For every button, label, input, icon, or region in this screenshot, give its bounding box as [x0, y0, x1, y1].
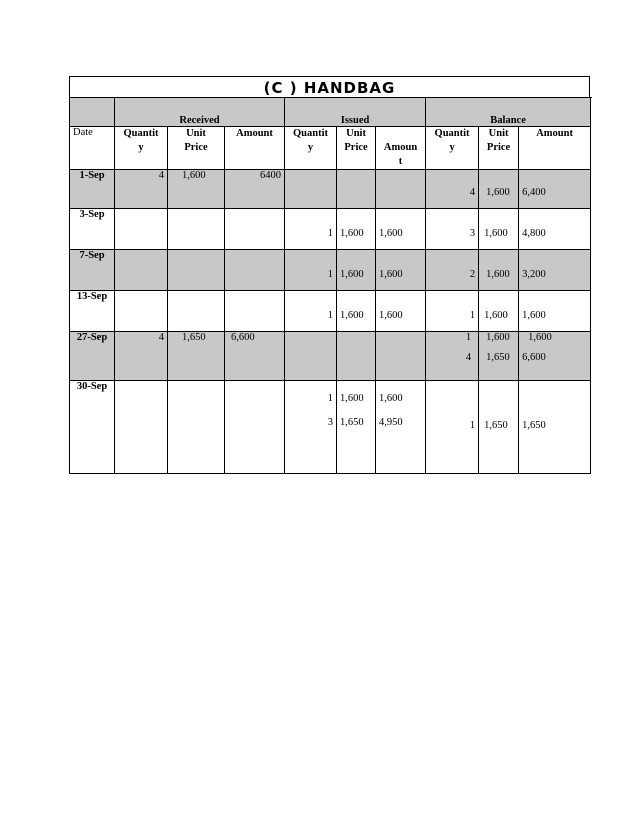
balance-amount-header: Amount	[519, 127, 591, 170]
row-date: 13-Sep	[70, 291, 115, 332]
header-spacer	[379, 127, 422, 141]
received-amount	[225, 209, 285, 250]
issued-unit-price	[337, 381, 376, 474]
issued-quantity	[285, 170, 337, 209]
column-header-row	[70, 127, 591, 170]
balance-quantity-value: 1	[469, 420, 476, 431]
issued-unit-price	[337, 332, 376, 381]
balance-amount	[519, 381, 591, 474]
balance-amount-line1: 1,600	[528, 332, 552, 343]
quantity-label-line2: y	[138, 142, 144, 153]
issued-quantity: 1	[285, 250, 337, 291]
quantity-label-line1: Quantit	[293, 128, 329, 139]
received-amount	[225, 291, 285, 332]
balance-quantity	[426, 381, 479, 474]
balance-amount: 3,200	[519, 250, 591, 291]
received-quantity: 4	[115, 332, 168, 381]
table-row	[70, 332, 591, 381]
received-unit-price	[168, 209, 225, 250]
issued-unit-price-header	[337, 127, 376, 170]
row-date: 30-Sep	[70, 381, 115, 474]
balance-quantity: 2	[426, 250, 479, 291]
issued-unit-price: 1,600	[337, 209, 376, 250]
received-quantity-header	[115, 127, 168, 170]
date-column-header: Date	[70, 127, 115, 170]
inventory-ledger-sheet	[69, 76, 590, 479]
received-unit-price	[168, 291, 225, 332]
received-quantity	[115, 209, 168, 250]
balance-unit-price: 1,600	[479, 250, 519, 291]
received-unit-price	[168, 381, 225, 474]
issued-label: Issued	[340, 115, 370, 126]
received-amount	[225, 250, 285, 291]
date-header-band	[70, 98, 115, 127]
issued-unit-price: 1,600	[337, 291, 376, 332]
row-date: 27-Sep	[70, 332, 115, 381]
row-date: 1-Sep	[70, 170, 115, 209]
balance-quantity: 3	[426, 209, 479, 250]
balance-amount	[519, 332, 591, 381]
balance-unit-price	[479, 381, 519, 474]
table-row	[70, 170, 591, 209]
balance-quantity-line1: 1	[465, 332, 472, 343]
issued-amount-line2: 4,950	[379, 417, 403, 428]
received-label: Received	[179, 115, 220, 126]
issued-unit-price-line1: 1,600	[340, 393, 364, 404]
balance-unit-price: 1,600	[479, 291, 519, 332]
balance-group-header	[426, 98, 591, 127]
received-quantity	[115, 381, 168, 474]
balance-amount-line2: 6,600	[522, 352, 546, 363]
table-row	[70, 250, 591, 291]
balance-unit-price: 1,600	[479, 170, 519, 209]
balance-quantity: 4	[426, 170, 479, 209]
balance-unit-price-line1: 1,600	[486, 332, 510, 343]
issued-amount: 1,600	[376, 291, 426, 332]
issued-quantity: 1	[285, 209, 337, 250]
balance-label: Balance	[490, 115, 526, 126]
balance-unit-price-line2: 1,650	[486, 352, 510, 363]
issued-amount	[376, 332, 426, 381]
price-label: Price	[486, 142, 511, 153]
table-row	[70, 291, 591, 332]
price-label: Price	[344, 142, 368, 153]
unit-label: Unit	[488, 128, 509, 139]
issued-quantity-header	[285, 127, 337, 170]
quantity-label-line2: y	[307, 142, 314, 153]
balance-amount: 6,400	[519, 170, 591, 209]
issued-quantity-line2: 3	[327, 417, 334, 428]
balance-amount: 1,600	[519, 291, 591, 332]
issued-amount-line1: 1,600	[379, 393, 403, 404]
received-amount-header: Amount	[225, 127, 285, 170]
issued-unit-price	[337, 170, 376, 209]
table-row	[70, 209, 591, 250]
balance-quantity-header	[426, 127, 479, 170]
price-label: Price	[184, 142, 208, 153]
received-amount: 6,600	[225, 332, 285, 381]
issued-quantity	[285, 332, 337, 381]
received-unit-price: 1,650	[168, 332, 225, 381]
issued-amount: 1,600	[376, 250, 426, 291]
balance-quantity	[426, 332, 479, 381]
balance-unit-price	[479, 332, 519, 381]
quantity-label-line2: y	[449, 142, 455, 153]
issued-unit-price: 1,600	[337, 250, 376, 291]
received-unit-price: 1,600	[168, 170, 225, 209]
ledger-table	[69, 97, 591, 474]
table-row	[70, 381, 591, 474]
received-quantity	[115, 291, 168, 332]
issued-quantity: 1	[285, 291, 337, 332]
received-quantity: 4	[115, 170, 168, 209]
unit-label: Unit	[186, 128, 206, 139]
quantity-label-line1: Quantit	[123, 128, 159, 139]
issued-unit-price-line2: 1,650	[340, 417, 364, 428]
received-quantity	[115, 250, 168, 291]
balance-quantity-line2: 4	[465, 352, 472, 363]
received-unit-price-header	[168, 127, 225, 170]
issued-amount-header	[376, 127, 426, 170]
quantity-label-line1: Quantit	[434, 128, 470, 139]
unit-label: Unit	[346, 128, 366, 139]
row-date: 7-Sep	[70, 250, 115, 291]
group-header-row	[70, 98, 591, 127]
received-group-header	[115, 98, 285, 127]
balance-unit-price-header	[479, 127, 519, 170]
row-date: 3-Sep	[70, 209, 115, 250]
ledger-title: (C ) HANDBAG	[69, 76, 590, 98]
received-unit-price	[168, 250, 225, 291]
balance-unit-price: 1,600	[479, 209, 519, 250]
issued-quantity-line1: 1	[327, 393, 334, 404]
received-amount	[225, 381, 285, 474]
balance-amount: 4,800	[519, 209, 591, 250]
issued-amount	[376, 170, 426, 209]
amount-label-line1: Amoun	[383, 142, 418, 153]
issued-quantity	[285, 381, 337, 474]
balance-unit-price-value: 1,650	[484, 420, 508, 431]
received-amount: 6400	[225, 170, 285, 209]
issued-amount	[376, 381, 426, 474]
balance-amount-value: 1,650	[522, 420, 546, 431]
amount-label-line2: t	[398, 156, 403, 167]
balance-quantity: 1	[426, 291, 479, 332]
issued-amount: 1,600	[376, 209, 426, 250]
issued-group-header	[285, 98, 426, 127]
